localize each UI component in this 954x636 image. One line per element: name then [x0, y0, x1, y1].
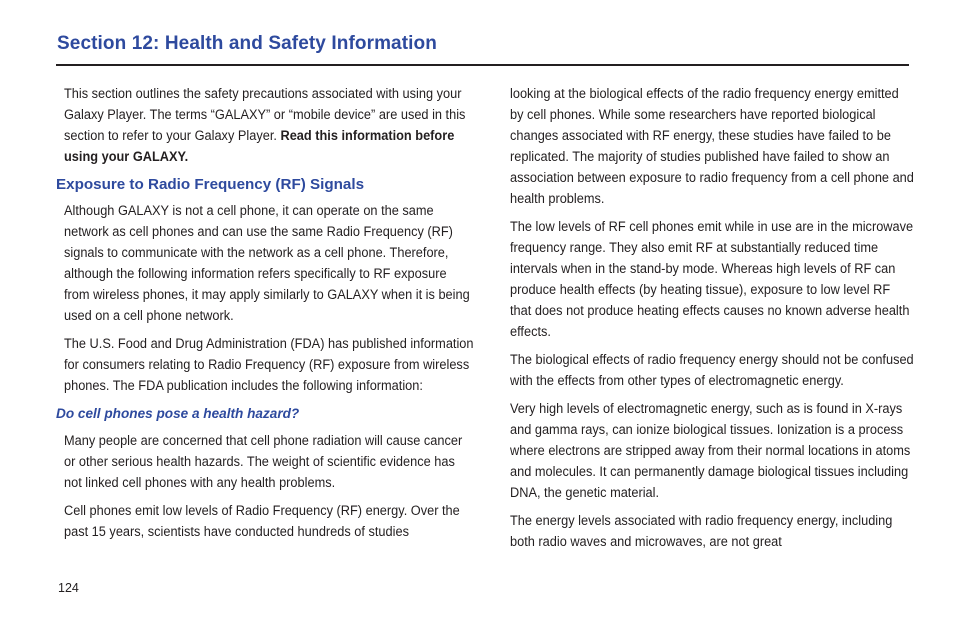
- left-column: [56, 84, 474, 550]
- paragraph-rf-2: The U.S. Food and Drug Administration (FDA) has published information for consumers relating to Radio Frequency (RF) exposure from wireless phones. The FDA publication includes the following information:: [64, 336, 474, 394]
- paragraph-right-3: The biological effects of radio frequency energy should not be confused with the effects from other types of electromagnetic energy.: [510, 352, 914, 389]
- page-number: 124: [58, 581, 79, 595]
- paragraph-hazard-2: Cell phones emit low levels of Radio Frequency (RF) energy. Over the past 15 years, scientists have conducted hundreds of studies: [64, 503, 460, 540]
- section-heading-rf: Exposure to Radio Frequency (RF) Signals: [56, 176, 365, 193]
- title-divider: [56, 64, 909, 66]
- paragraph-right-1: looking at the biological effects of the radio frequency energy emitted by cell phones. While some researchers have reported biological changes associated with RF energy, these studies have failed to be replicated. The majority of studies published have failed to show an association between exposure to radio frequency from a cell phone and health problems.: [510, 86, 914, 207]
- intro-paragraph: [64, 84, 474, 168]
- paragraph-right-4: Very high levels of electromagnetic energy, such as is found in X-rays and gamma rays, can ionize biological tissues. Ionization is a process where electrons are stripped away from their normal locations in atoms and molecules. It can permanently damage biological tissues including DNA, the genetic material.: [510, 401, 911, 501]
- paragraph-rf-1: Although GALAXY is not a cell phone, it can operate on the same network as cell phones and can use the same Radio Frequency (RF) signals to communicate with the network as a cell phone. Therefore, although the following information refers specifically to RF exposure from wireless phones, it may apply similarly to GALAXY when it is being used on a cell phone network.: [64, 203, 470, 324]
- subheading-health-hazard: Do cell phones pose a health hazard?: [56, 406, 300, 421]
- paragraph-right-5: The energy levels associated with radio frequency energy, including both radio waves and microwaves, are not great: [510, 513, 893, 550]
- page-title: Section 12: Health and Safety Information: [57, 33, 437, 54]
- paragraph-hazard-1: Many people are concerned that cell phone radiation will cause cancer or other serious health hazards. The weight of scientific evidence has not linked cell phones with any health problems.: [64, 433, 463, 491]
- intro-text: This section outlines the safety precautions associated with using your Galaxy Player. The terms “GALAXY” or “mobile device” are used in this section to refer to your Galaxy Player.: [64, 86, 466, 144]
- right-column: [503, 84, 915, 560]
- intro-bold-text: Read this information before using your GALAXY.: [64, 128, 455, 165]
- paragraph-right-2: The low levels of RF cell phones emit while in use are in the microwave frequency range. They also emit RF at substantially reduced time intervals when in the stand-by mode. Whereas high levels of RF can produce health effects (by heating tissue), exposure to low level RF that does not produce heating effects causes no known adverse health effects.: [510, 219, 914, 340]
